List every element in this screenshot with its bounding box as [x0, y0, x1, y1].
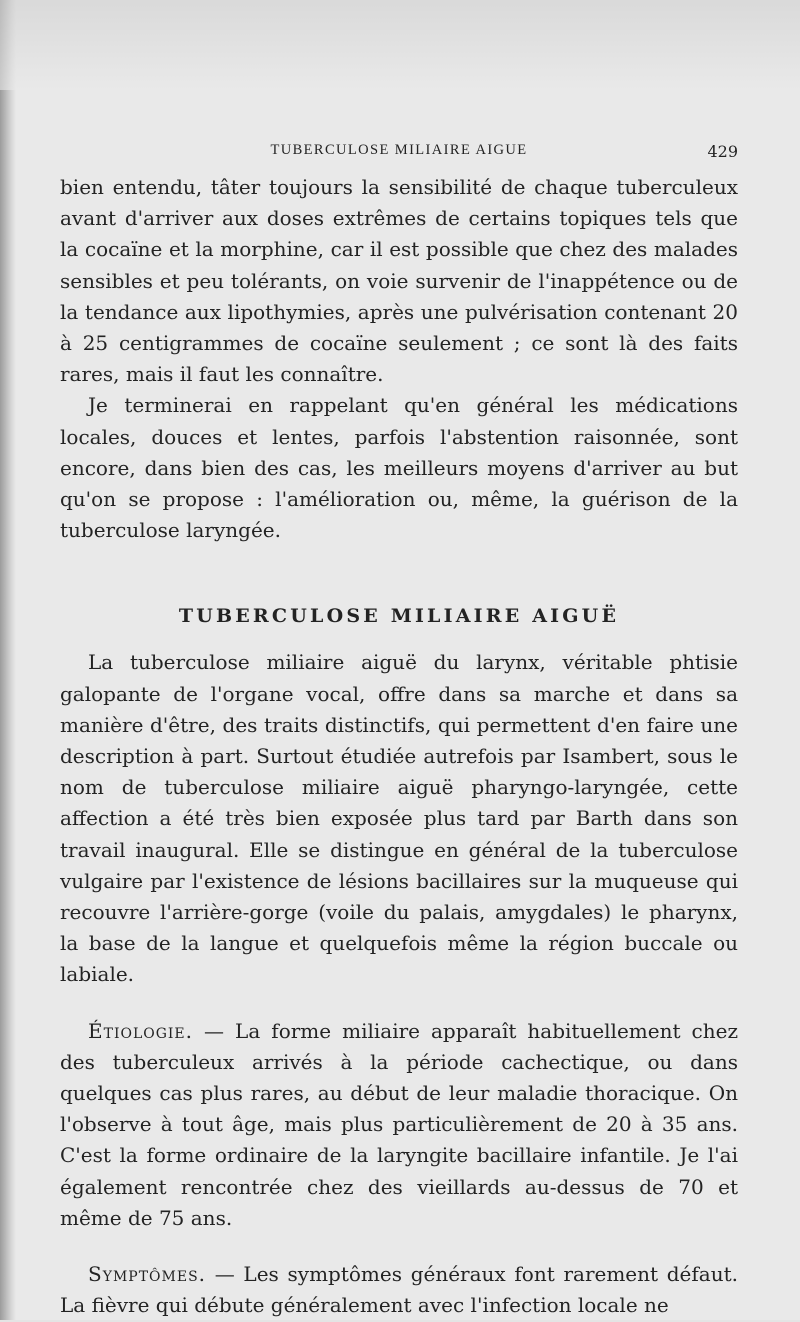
body-text [60, 172, 738, 1322]
running-header [60, 142, 738, 166]
paragraph-symptomes [60, 1259, 738, 1321]
running-title: TUBERCULOSE MILIAIRE AIGUE [270, 142, 528, 158]
section-heading: TUBERCULOSE MILIAIRE AIGUË [178, 605, 620, 628]
etiologie-heading: Étiologie. [88, 1018, 194, 1043]
paragraph-continuation: bien entendu, tâter toujours la sensibilité de chaque tuberculeux avant d'arriver aux doses extrêmes de certains topiques tels que la cocaïne et la morphine, car il est possible que chez des malades sensibles et peu tolérants, on voie survenir de l'inappétence ou de la tendance aux lipothymies, après une pulvérisation contenant 20 à 25 centigrammes de cocaïne seulement ; ce sont là des faits rares, mais il faut les connaître. [60, 175, 738, 387]
page-shadow-top [0, 0, 800, 90]
symptomes-heading: Symptômes. [88, 1262, 207, 1287]
page-shadow-edge [0, 0, 16, 1320]
symptomes-text: — Les symptômes généraux font rarement défaut. La fièvre qui débute généralement avec l'infection locale ne [60, 1262, 738, 1318]
page-number: 429 [707, 142, 738, 161]
paragraph-conclusion: Je terminerai en rappelant qu'en général les médications locales, douces et lentes, parfois l'abstention raisonnée, sont encore, dans bien des cas, les meilleurs moyens d'arriver au but qu'on se propose : l'amélioration ou, même, la guérison de la tuberculose laryngée. [60, 393, 738, 543]
paragraph-introduction: La tuberculose miliaire aiguë du larynx, véritable phtisie galopante de l'organe vocal, offre dans sa marche et dans sa manière d'être, des traits distinctifs, qui permettent d'en faire une description à part. Surtout étudiée autrefois par Isambert, sous le nom de tuberculose miliaire aiguë pharyngo-laryngée, cette affection a été très bien exposée plus tard par Barth dans son travail inaugural. Elle se distingue en général de la tuberculose vulgaire par l'existence de lésions bacillaires sur la muqueuse qui recouvre l'arrière-gorge (voile du palais, amygdales) le pharynx, la base de la langue et quelquefois même la région buccale ou labiale. [60, 650, 738, 987]
etiologie-text: — La forme miliaire apparaît habituellement chez des tuberculeux arrivés à la période cachectique, ou dans quelques cas plus rares, au début de leur maladie thoracique. On l'observe à tout âge, mais plus particulièrement de 20 à 35 ans. C'est la forme ordinaire de la laryngite bacillaire infantile. Je l'ai également rencontrée chez des vieillards au-dessus de 70 et même de 75 ans. [60, 1018, 738, 1230]
paragraph-etiologie [60, 1016, 738, 1234]
